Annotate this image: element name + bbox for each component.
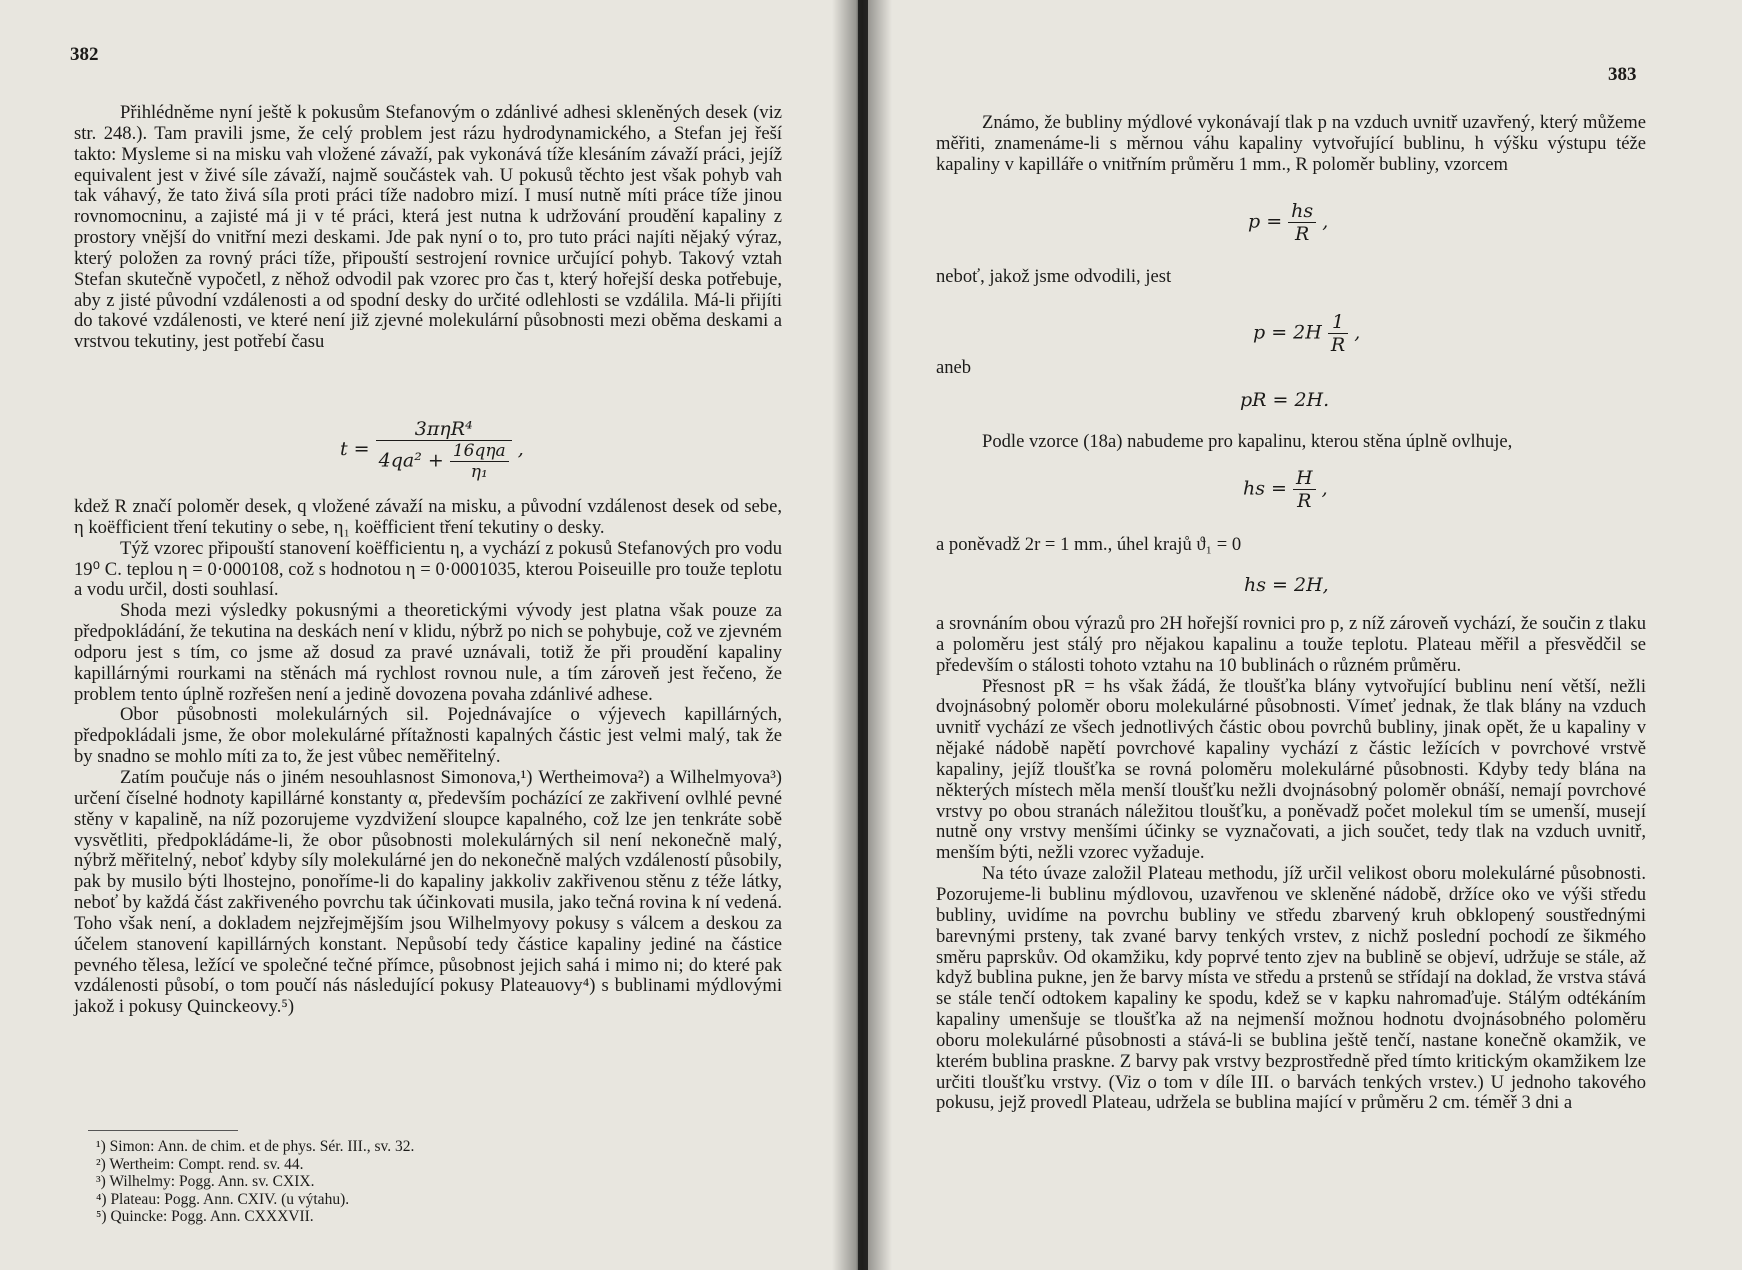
right-paragraph-main [936, 614, 1646, 1114]
footnotes [96, 1138, 414, 1226]
formula-denominator: R [1330, 334, 1346, 356]
paragraph: Shoda mezi výsledky pokusnými a theoretickými vývody jest platna však pouze za předpokládání, že tekutina na deskách není v klidu, nýbrž po nich se pohybuje, což ve zjevném odporu jest s tím, co jsme až dosud za pravé uznávali, totiž že při proudění kapaliny kapillárnými rourkami na stěnách má rychlost rovnou nule, a tím zároveň jest řečeno, že problem tento úplně rozřešen není a jedině dovozena povaha zdánlivé adhese. [74, 600, 782, 705]
formula-denominator: R [1295, 223, 1310, 245]
right-text-poněvadž [936, 535, 1646, 556]
right-text-aneb [936, 358, 1646, 379]
right-text-neboť [936, 267, 1646, 288]
formula-fraction [1328, 311, 1348, 356]
paragraph: Na této úvaze založil Plateau methodu, jíž určil velikost oboru molekulárné působnosti. Pozorujeme-li bublinu mýdlovou, uzavřenou ve skleněné nádobě, držíce oko ve výši středu bubliny, uvidíme na povrchu bubliny ve středu zbarvený kruh obklopený soustřednými barevnými prsteny, tak zvané barvy tenkých vrstev, z nichž poslední pochodí ze šikmého směru paprskův. Od okamžiku, kdy poprvé tento zjev na bublině se objeví, udržuje se stále, až když bublina pukne, jen že barvy místa ve středu a prstenů se střídají na doklad, že vrstva stává se stále tenčí odtokem kapaliny ke spodu, kdež se v kapku nahromaďuje. Stálým odtékáním kapaliny umenšuje se tloušťka až na nejmenší možnou hodnotu dvojnásobného poloměru oboru molekulárné působnosti a stává-li se bublina ještě tenčí, nastane konečně okamžik, ve kterém bublina praskne. Z barvy pak vrstvy bezprostředně před tímto kritickým okamžikem lze určiti tloušťku vrstvy. (Viz o tom v díle III. o barvách tenkých vrstev.) U jednoho takového pokusu, jejž provedl Plateau, udržela se bublina mající v průměru 2 cm. téměř 3 dni a [936, 863, 1646, 1114]
formula-p-2H-R [1253, 311, 1360, 356]
right-paragraph-1 [936, 113, 1646, 176]
footnote-item: ²) Wertheim: Compt. rend. sv. 44. [96, 1155, 304, 1173]
formula-tail: , [1354, 321, 1361, 344]
formula-inner-fraction [450, 441, 509, 482]
footnote-item: ⁵) Quincke: Pogg. Ann. CXXXVII. [96, 1208, 314, 1226]
formula-p-hs-R [1248, 200, 1328, 245]
formula-inner-denominator: η₁ [470, 462, 488, 482]
formula-fraction [376, 418, 512, 482]
formula-tail: , [1322, 210, 1329, 233]
footnote-item: ⁴) Plateau: Pogg. Ann. CXIV. (u výtahu). [96, 1190, 350, 1208]
left-text-block-1 [74, 103, 782, 353]
formula-inner-numerator: 16qηa [450, 441, 509, 462]
right-page [868, 0, 1742, 1270]
paragraph: a srovnáním obou výrazů pro 2H hořejší rovnici pro p, z níž zároveň vychází, že součin z tlaku a poloměru jest stálý pro nějakou kapalinu a touže teplotu. Plateau měřil a přesvědčil se především o stálosti tohoto vztahu na 10 bublinách o různém průměru. [936, 613, 1646, 676]
page-number-left: 382 [70, 44, 99, 65]
page-number-right: 383 [1608, 64, 1637, 85]
paragraph: Přihlédněme nyní ještě k pokusům Stefanovým o zdánlivé adhesi skleněných desek (viz str. 248.). Tam pravili jsme, že celý problem jest rázu hydrodynamického, a Stefan jej řeší takto: Mysleme si na misku vah vložené závaží, pak vykonává tíže klesáním závaží práci, jejíž equivalent jest v živé síle závaží, najmě součástek vah. U pokusů těchto jest však pohyb vah tak váhavý, že tato živá síla proti práci tíže nadobro mizí. I musí nutně míti práce tíže jinou rovnomocninu, a zajisté má ji v té práci, která jest nutna k udržování proudění kapaliny z prostory vnější do vnitřní mezi deskami. Jde pak nyní o to, pro tuto práci najíti nějaký výraz, který položen za rovný práci tíže, připouští sestrojení rovnice určující pohyb. Takový vztah Stefan skutečně vypočetl, z něhož odvodil pak vzorec pro čas t, který hořejší deska potřebuje, aby z jisté původní vzdálenosti a od spodní desky do určité odlehlosti se vzdálila. Má-li přijíti do takové vzdálenosti, ve které není již zjevné molekulární působnosti mezi oběma deskami a vrstvou tekutiny, jest potřebí času [74, 102, 782, 353]
paragraph: Týž vzorec připouští stanovení koëfficientu η, a vychází z pokusů Stefanových pro vodu 19⁰ C. teplou η = 0·000108, což s hodnotou η = 0·0001035, kterou Poiseuille pro touže teplotu a vodu určil, dosti souhlasí. [74, 537, 782, 601]
paragraph: neboť, jakož jsme odvodili, jest [936, 266, 1172, 287]
formula-tail: , [517, 438, 524, 460]
formula-den-term: 4qa² + [378, 449, 444, 472]
right-paragraph-2 [936, 432, 1646, 453]
formula-lhs: p = [1248, 210, 1283, 233]
formula-numerator: 3πηR⁴ [376, 418, 512, 441]
left-page [0, 0, 858, 1270]
left-text-block-2 [74, 497, 782, 1018]
paragraph: Obor působnosti molekulárných sil. Pojednávajíce o výjevech kapillárných, předpokládali jsme, že obor molekulárné přítažnosti kapalných částic jest velmi malý, tak že by snadno se mohlo míti za to, že jest vůbec neměřitelný. [74, 704, 782, 768]
formula-denominator [376, 441, 512, 482]
footnote-item: ³) Wilhelmy: Pogg. Ann. sv. CXIX. [96, 1173, 315, 1191]
formula-pR-2H: pR = 2H. [1240, 389, 1330, 411]
formula-lhs: hs = [1243, 477, 1287, 500]
paragraph: Zatím poučuje nás o jiném nesouhlasnost Simonova,¹) Wertheimova²) a Wilhelmyova³) určení číselné hodnoty kapillárné konstanty α, především pocházící ze zakřivení ovlhlé pevné stěny v kapalině, na níž pozorujeme vyzdvižení sloupce kapalného, což lze jen tenkráte sobě vysvětliti, předpokládáme-li, že obor působnosti molekulárných sil není nekonečně malý, nýbrž měřitelný, neboť kdyby síly molekulárné jen do nekonečně malých vzdáleností působily, pak by musilo býti lhostejno, ponoříme-li do kapaliny jakkoliv zakřivenou stěnu z téže látky, neboť by každá část zakřiveného povrchu tak účinkovati musila, jako tečná rovina k ní vedená. Toho však není, a dokladem nejzřejmějším jsou Wilhelmyovy pokusy s válcem a deskou za účelem stanovení kapillárných konstant. Nepůsobí tedy částice kapaliny jediné na částice pevného tělesa, ležící ve společné tečné přímce, působnost jejich sahá i mimo ni; do které pak vzdálenosti působí, o tom poučí nás následující pokusy Plateauovy⁴) s bublinami mýdlovými jakož i pokusy Quinckeovy.⁵) [74, 766, 782, 1018]
formula-hs-H-R [1243, 467, 1328, 512]
formula-numerator: 1 [1328, 311, 1348, 334]
paragraph: kdež R značí poloměr desek, q vložené závaží na misku, a původní vzdálenost desek od sebe, η koëfficient tření tekutiny o sebe, η₁ koëfficient tření tekutiny o desky. [74, 496, 782, 538]
formula-fraction [1293, 467, 1316, 512]
footnote-item: ¹) Simon: Ann. de chim. et de phys. Sér. III., sv. 32. [96, 1138, 415, 1155]
paragraph: Známo, že bubliny mýdlové vykonávají tlak p na vzduch uvnitř uzavřený, který můžeme měřiti, znamenáme-li s měrnou váhu kapaliny vytvořující bublinu, h výšku výstupu téže kapaliny v kapilláře o vnitřním průměru 1 mm., R poloměr bubliny, vzorcem [936, 112, 1646, 175]
formula-tail: , [1321, 477, 1328, 500]
footnote-rule [88, 1130, 238, 1131]
formula-stefan-time [340, 418, 524, 482]
paragraph: a poněvadž 2r = 1 mm., úhel krajů ϑ₁ = 0 [936, 534, 1242, 555]
formula-numerator: H [1293, 467, 1316, 490]
formula-lhs: t = [340, 438, 370, 460]
formula-denominator: R [1297, 490, 1312, 512]
paragraph: Podle vzorce (18a) nabudeme pro kapalinu, kterou stěna úplně ovlhuje, [982, 431, 1513, 452]
formula-fraction [1288, 200, 1316, 245]
paragraph: Přesnost pR = hs však žádá, že tloušťka blány vytvořující bublinu není větší, nežli dvojnásobný poloměr oboru molekulárné působnosti. Vímeť jednak, že tlak blány na vzduch uvnitř vychází ze všech jednotlivých částic obou povrchů bubliny, jinak opět, že u kapaliny v nějaké nádobě napětí povrchové kapaliny vychází z částic ležících v povrchové vrstvě kapaliny, jejíž tloušťka se rovná poloměru molekulárné působnosti. Kdyby tedy blána na některých místech měla menší tloušťku nežli dvojnásobný poloměr obnáší, nemají povrchové vrstvy po obou stranách náležitou tloušťku, a poněvadž počet molekul tím se umenší, musejí nutně ony vrstvy menšími účinky se vyznačovati, a jich součet, tedy tlak na vzduch uvnitř, menším býti, nežli vzorec vyžaduje. [936, 675, 1646, 864]
paragraph: aneb [936, 357, 972, 378]
formula-hs-2H: hs = 2H, [1244, 574, 1329, 596]
formula-lhs: p = 2H [1253, 321, 1322, 344]
formula-numerator: hs [1288, 200, 1316, 223]
